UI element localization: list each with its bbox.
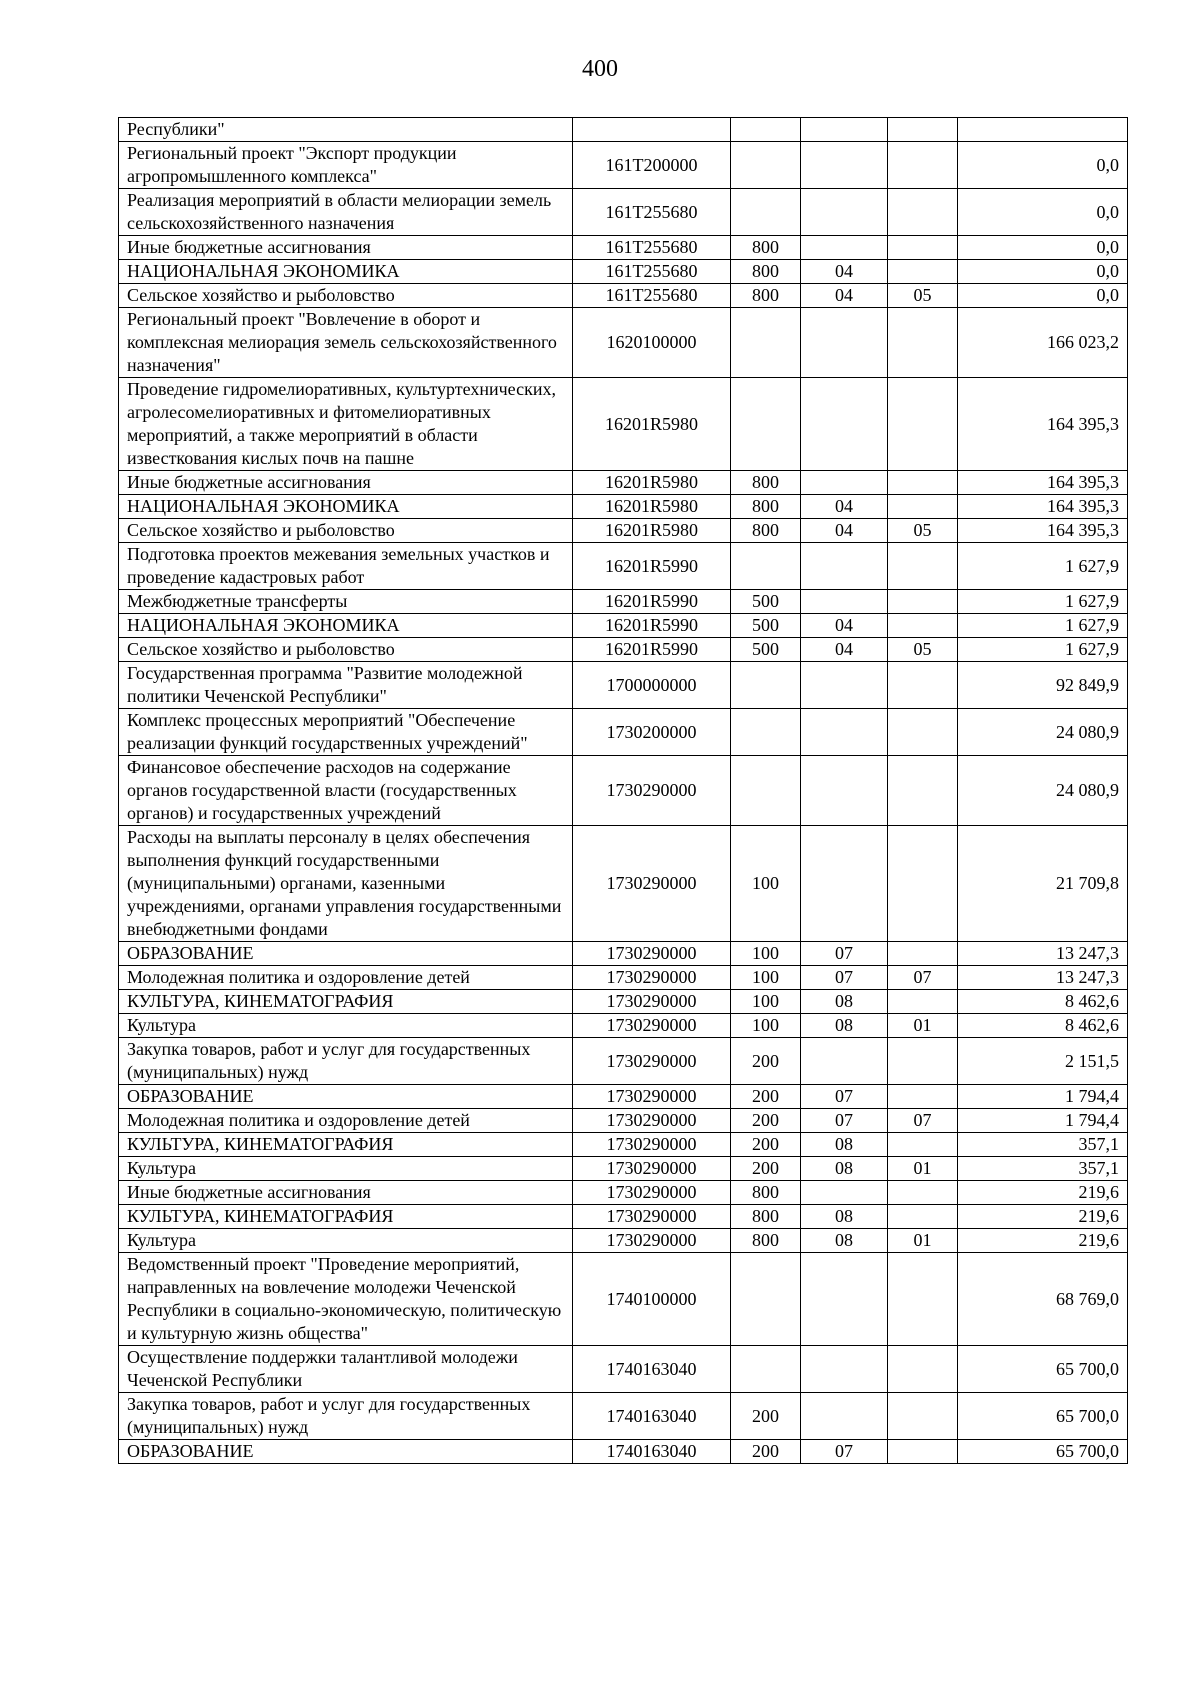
section-cell: 04 xyxy=(801,495,888,519)
amount-cell xyxy=(958,118,1128,142)
table-row xyxy=(119,1181,1128,1205)
section-cell xyxy=(801,1393,888,1440)
expense-type-cell xyxy=(731,756,801,826)
subsection-cell xyxy=(888,471,958,495)
row-name-cell: Молодежная политика и оздоровление детей xyxy=(119,1109,573,1133)
table-row xyxy=(119,1229,1128,1253)
target-code-cell: 16201R5990 xyxy=(573,543,731,590)
table-row xyxy=(119,662,1128,709)
row-name-cell: Иные бюджетные ассигнования xyxy=(119,471,573,495)
section-cell: 08 xyxy=(801,1014,888,1038)
section-cell xyxy=(801,236,888,260)
target-code-cell: 16201R5980 xyxy=(573,471,731,495)
subsection-cell xyxy=(888,1205,958,1229)
subsection-cell: 07 xyxy=(888,966,958,990)
expense-type-cell: 800 xyxy=(731,1181,801,1205)
amount-cell: 164 395,3 xyxy=(958,378,1128,471)
subsection-cell xyxy=(888,709,958,756)
expense-type-cell: 200 xyxy=(731,1133,801,1157)
row-name-cell: Реализация мероприятий в области мелиорации земель сельскохозяйственного назначения xyxy=(119,189,573,236)
subsection-cell xyxy=(888,942,958,966)
expense-type-cell: 800 xyxy=(731,236,801,260)
subsection-cell xyxy=(888,1038,958,1085)
table-row xyxy=(119,471,1128,495)
amount-cell: 0,0 xyxy=(958,236,1128,260)
section-cell xyxy=(801,118,888,142)
section-cell: 07 xyxy=(801,1085,888,1109)
target-code-cell: 16201R5990 xyxy=(573,590,731,614)
expense-type-cell: 800 xyxy=(731,471,801,495)
target-code-cell: 16201R5990 xyxy=(573,614,731,638)
section-cell xyxy=(801,378,888,471)
expense-type-cell xyxy=(731,118,801,142)
subsection-cell xyxy=(888,1085,958,1109)
section-cell xyxy=(801,1038,888,1085)
subsection-cell xyxy=(888,614,958,638)
expense-type-cell: 100 xyxy=(731,990,801,1014)
expense-type-cell xyxy=(731,709,801,756)
row-name-cell: Осуществление поддержки талантливой молодежи Чеченской Республики xyxy=(119,1346,573,1393)
subsection-cell xyxy=(888,1346,958,1393)
target-code-cell: 161Т255680 xyxy=(573,260,731,284)
target-code-cell: 1730290000 xyxy=(573,1109,731,1133)
expense-type-cell: 200 xyxy=(731,1109,801,1133)
subsection-cell: 05 xyxy=(888,638,958,662)
subsection-cell xyxy=(888,590,958,614)
amount-cell: 357,1 xyxy=(958,1133,1128,1157)
section-cell: 04 xyxy=(801,260,888,284)
section-cell xyxy=(801,756,888,826)
row-name-cell: Молодежная политика и оздоровление детей xyxy=(119,966,573,990)
expense-type-cell: 500 xyxy=(731,590,801,614)
table-row xyxy=(119,118,1128,142)
section-cell: 04 xyxy=(801,284,888,308)
expense-type-cell: 200 xyxy=(731,1038,801,1085)
table-row xyxy=(119,189,1128,236)
target-code-cell: 1730290000 xyxy=(573,1133,731,1157)
row-name-cell: Закупка товаров, работ и услуг для государственных (муниципальных) нужд xyxy=(119,1038,573,1085)
subsection-cell: 01 xyxy=(888,1229,958,1253)
amount-cell: 164 395,3 xyxy=(958,471,1128,495)
amount-cell: 0,0 xyxy=(958,142,1128,189)
expense-type-cell xyxy=(731,662,801,709)
section-cell xyxy=(801,142,888,189)
expense-type-cell: 800 xyxy=(731,260,801,284)
subsection-cell xyxy=(888,826,958,942)
amount-cell: 68 769,0 xyxy=(958,1253,1128,1346)
target-code-cell: 1730290000 xyxy=(573,1014,731,1038)
row-name-cell: Культура xyxy=(119,1157,573,1181)
row-name-cell: Региональный проект "Экспорт продукции агропромышленного комплекса" xyxy=(119,142,573,189)
expense-type-cell xyxy=(731,308,801,378)
subsection-cell xyxy=(888,378,958,471)
subsection-cell: 05 xyxy=(888,519,958,543)
section-cell: 08 xyxy=(801,1133,888,1157)
target-code-cell: 1740163040 xyxy=(573,1393,731,1440)
table-row xyxy=(119,1346,1128,1393)
subsection-cell xyxy=(888,662,958,709)
target-code-cell: 161Т255680 xyxy=(573,284,731,308)
amount-cell: 0,0 xyxy=(958,284,1128,308)
expense-type-cell: 200 xyxy=(731,1085,801,1109)
amount-cell: 1 794,4 xyxy=(958,1109,1128,1133)
row-name-cell: Ведомственный проект "Проведение мероприятий, направленных на вовлечение молодежи Чеченской Республики в социально-экономическую, политическую и культурную жизнь общества" xyxy=(119,1253,573,1346)
table-row xyxy=(119,378,1128,471)
table-row xyxy=(119,1393,1128,1440)
amount-cell: 65 700,0 xyxy=(958,1346,1128,1393)
subsection-cell xyxy=(888,990,958,1014)
row-name-cell: Закупка товаров, работ и услуг для государственных (муниципальных) нужд xyxy=(119,1393,573,1440)
row-name-cell: НАЦИОНАЛЬНАЯ ЭКОНОМИКА xyxy=(119,260,573,284)
row-name-cell: Культура xyxy=(119,1229,573,1253)
row-name-cell: Проведение гидромелиоративных, культуртехнических, агролесомелиоративных и фитомелиоративных мероприятий, а также мероприятий в области известкования кислых почв на пашне xyxy=(119,378,573,471)
subsection-cell: 07 xyxy=(888,1109,958,1133)
row-name-cell: КУЛЬТУРА, КИНЕМАТОГРАФИЯ xyxy=(119,990,573,1014)
target-code-cell: 1730200000 xyxy=(573,709,731,756)
target-code-cell: 161Т200000 xyxy=(573,142,731,189)
section-cell: 08 xyxy=(801,990,888,1014)
subsection-cell xyxy=(888,495,958,519)
target-code-cell: 1730290000 xyxy=(573,1205,731,1229)
amount-cell: 357,1 xyxy=(958,1157,1128,1181)
row-name-cell: Региональный проект "Вовлечение в оборот и комплексная мелиорация земель сельскохозяйственного назначения" xyxy=(119,308,573,378)
expense-type-cell xyxy=(731,543,801,590)
amount-cell: 24 080,9 xyxy=(958,709,1128,756)
table-row xyxy=(119,614,1128,638)
expense-type-cell: 100 xyxy=(731,942,801,966)
row-name-cell: НАЦИОНАЛЬНАЯ ЭКОНОМИКА xyxy=(119,614,573,638)
subsection-cell xyxy=(888,142,958,189)
section-cell: 08 xyxy=(801,1157,888,1181)
table-row xyxy=(119,1038,1128,1085)
target-code-cell: 1700000000 xyxy=(573,662,731,709)
subsection-cell xyxy=(888,260,958,284)
table-row xyxy=(119,1109,1128,1133)
section-cell: 04 xyxy=(801,614,888,638)
amount-cell: 1 627,9 xyxy=(958,590,1128,614)
amount-cell: 92 849,9 xyxy=(958,662,1128,709)
target-code-cell: 1620100000 xyxy=(573,308,731,378)
target-code-cell: 161Т255680 xyxy=(573,189,731,236)
expense-type-cell: 800 xyxy=(731,495,801,519)
amount-cell: 65 700,0 xyxy=(958,1393,1128,1440)
table-row xyxy=(119,142,1128,189)
row-name-cell: НАЦИОНАЛЬНАЯ ЭКОНОМИКА xyxy=(119,495,573,519)
target-code-cell: 1730290000 xyxy=(573,966,731,990)
subsection-cell xyxy=(888,118,958,142)
expense-type-cell: 100 xyxy=(731,966,801,990)
table-row xyxy=(119,284,1128,308)
subsection-cell xyxy=(888,1253,958,1346)
expense-type-cell: 800 xyxy=(731,1229,801,1253)
table-body xyxy=(119,118,1128,1464)
table-row xyxy=(119,942,1128,966)
target-code-cell: 1740163040 xyxy=(573,1346,731,1393)
section-cell: 07 xyxy=(801,1440,888,1464)
table-row xyxy=(119,495,1128,519)
row-name-cell: КУЛЬТУРА, КИНЕМАТОГРАФИЯ xyxy=(119,1205,573,1229)
expense-type-cell: 800 xyxy=(731,1205,801,1229)
row-name-cell: Комплекс процессных мероприятий "Обеспечение реализации функций государственных учреждений" xyxy=(119,709,573,756)
expense-type-cell: 100 xyxy=(731,826,801,942)
subsection-cell xyxy=(888,189,958,236)
subsection-cell: 05 xyxy=(888,284,958,308)
section-cell: 08 xyxy=(801,1229,888,1253)
table-row xyxy=(119,756,1128,826)
section-cell xyxy=(801,1346,888,1393)
amount-cell: 164 395,3 xyxy=(958,495,1128,519)
amount-cell: 21 709,8 xyxy=(958,826,1128,942)
section-cell xyxy=(801,543,888,590)
section-cell xyxy=(801,590,888,614)
target-code-cell xyxy=(573,118,731,142)
target-code-cell: 1730290000 xyxy=(573,1157,731,1181)
row-name-cell: Сельское хозяйство и рыболовство xyxy=(119,519,573,543)
amount-cell: 164 395,3 xyxy=(958,519,1128,543)
row-name-cell: Государственная программа "Развитие молодежной политики Чеченской Республики" xyxy=(119,662,573,709)
row-name-cell: ОБРАЗОВАНИЕ xyxy=(119,942,573,966)
amount-cell: 219,6 xyxy=(958,1205,1128,1229)
subsection-cell xyxy=(888,1133,958,1157)
row-name-cell: КУЛЬТУРА, КИНЕМАТОГРАФИЯ xyxy=(119,1133,573,1157)
table-row xyxy=(119,308,1128,378)
table-row xyxy=(119,543,1128,590)
expense-type-cell xyxy=(731,189,801,236)
section-cell xyxy=(801,308,888,378)
section-cell xyxy=(801,1181,888,1205)
row-name-cell: Иные бюджетные ассигнования xyxy=(119,236,573,260)
expense-type-cell xyxy=(731,142,801,189)
subsection-cell xyxy=(888,236,958,260)
section-cell: 07 xyxy=(801,966,888,990)
budget-table xyxy=(118,117,1128,1464)
row-name-cell: Сельское хозяйство и рыболовство xyxy=(119,638,573,662)
section-cell: 07 xyxy=(801,942,888,966)
amount-cell: 0,0 xyxy=(958,189,1128,236)
subsection-cell xyxy=(888,543,958,590)
table-row xyxy=(119,1205,1128,1229)
amount-cell: 8 462,6 xyxy=(958,1014,1128,1038)
section-cell: 04 xyxy=(801,519,888,543)
target-code-cell: 1730290000 xyxy=(573,1229,731,1253)
expense-type-cell xyxy=(731,1346,801,1393)
row-name-cell: Республики" xyxy=(119,118,573,142)
amount-cell: 13 247,3 xyxy=(958,942,1128,966)
subsection-cell: 01 xyxy=(888,1014,958,1038)
row-name-cell: Расходы на выплаты персоналу в целях обеспечения выполнения функций государственными (муниципальными) органами, казенными учреждениями, органами управления государственными внебюджетными фондами xyxy=(119,826,573,942)
target-code-cell: 1740163040 xyxy=(573,1440,731,1464)
target-code-cell: 1730290000 xyxy=(573,990,731,1014)
target-code-cell: 16201R5980 xyxy=(573,378,731,471)
amount-cell: 65 700,0 xyxy=(958,1440,1128,1464)
section-cell: 08 xyxy=(801,1205,888,1229)
target-code-cell: 1730290000 xyxy=(573,756,731,826)
subsection-cell xyxy=(888,1440,958,1464)
target-code-cell: 16201R5980 xyxy=(573,519,731,543)
target-code-cell: 1730290000 xyxy=(573,942,731,966)
amount-cell: 1 794,4 xyxy=(958,1085,1128,1109)
target-code-cell: 1740100000 xyxy=(573,1253,731,1346)
table-row xyxy=(119,1133,1128,1157)
row-name-cell: Финансовое обеспечение расходов на содержание органов государственной власти (государственных органов) и государственных учреждений xyxy=(119,756,573,826)
subsection-cell xyxy=(888,756,958,826)
expense-type-cell: 200 xyxy=(731,1393,801,1440)
row-name-cell: Межбюджетные трансферты xyxy=(119,590,573,614)
expense-type-cell: 800 xyxy=(731,519,801,543)
subsection-cell xyxy=(888,1393,958,1440)
table-row xyxy=(119,519,1128,543)
expense-type-cell: 500 xyxy=(731,614,801,638)
section-cell xyxy=(801,826,888,942)
row-name-cell: ОБРАЗОВАНИЕ xyxy=(119,1085,573,1109)
table-row xyxy=(119,990,1128,1014)
amount-cell: 24 080,9 xyxy=(958,756,1128,826)
target-code-cell: 161Т255680 xyxy=(573,236,731,260)
target-code-cell: 1730290000 xyxy=(573,1085,731,1109)
table-row xyxy=(119,638,1128,662)
section-cell xyxy=(801,709,888,756)
subsection-cell: 01 xyxy=(888,1157,958,1181)
subsection-cell xyxy=(888,308,958,378)
row-name-cell: Подготовка проектов межевания земельных участков и проведение кадастровых работ xyxy=(119,543,573,590)
subsection-cell xyxy=(888,1181,958,1205)
section-cell: 04 xyxy=(801,638,888,662)
table-row xyxy=(119,590,1128,614)
target-code-cell: 1730290000 xyxy=(573,1181,731,1205)
table-row xyxy=(119,1253,1128,1346)
section-cell xyxy=(801,662,888,709)
expense-type-cell: 200 xyxy=(731,1440,801,1464)
table-row xyxy=(119,826,1128,942)
amount-cell: 1 627,9 xyxy=(958,543,1128,590)
amount-cell: 219,6 xyxy=(958,1181,1128,1205)
amount-cell: 0,0 xyxy=(958,260,1128,284)
section-cell xyxy=(801,189,888,236)
section-cell xyxy=(801,471,888,495)
section-cell: 07 xyxy=(801,1109,888,1133)
amount-cell: 1 627,9 xyxy=(958,614,1128,638)
expense-type-cell xyxy=(731,1253,801,1346)
target-code-cell: 1730290000 xyxy=(573,1038,731,1085)
row-name-cell: Сельское хозяйство и рыболовство xyxy=(119,284,573,308)
section-cell xyxy=(801,1253,888,1346)
amount-cell: 2 151,5 xyxy=(958,1038,1128,1085)
expense-type-cell: 200 xyxy=(731,1157,801,1181)
amount-cell: 13 247,3 xyxy=(958,966,1128,990)
target-code-cell: 16201R5980 xyxy=(573,495,731,519)
amount-cell: 8 462,6 xyxy=(958,990,1128,1014)
table-row xyxy=(119,260,1128,284)
target-code-cell: 1730290000 xyxy=(573,826,731,942)
table-row xyxy=(119,1085,1128,1109)
expense-type-cell: 500 xyxy=(731,638,801,662)
page-number: 400 xyxy=(582,56,618,82)
row-name-cell: Культура xyxy=(119,1014,573,1038)
expense-type-cell: 800 xyxy=(731,284,801,308)
amount-cell: 1 627,9 xyxy=(958,638,1128,662)
table-row xyxy=(119,1014,1128,1038)
row-name-cell: Иные бюджетные ассигнования xyxy=(119,1181,573,1205)
target-code-cell: 16201R5990 xyxy=(573,638,731,662)
amount-cell: 166 023,2 xyxy=(958,308,1128,378)
table-row xyxy=(119,966,1128,990)
table-row xyxy=(119,709,1128,756)
amount-cell: 219,6 xyxy=(958,1229,1128,1253)
table-row xyxy=(119,1440,1128,1464)
table-row xyxy=(119,236,1128,260)
expense-type-cell xyxy=(731,378,801,471)
expense-type-cell: 100 xyxy=(731,1014,801,1038)
row-name-cell: ОБРАЗОВАНИЕ xyxy=(119,1440,573,1464)
table-row xyxy=(119,1157,1128,1181)
